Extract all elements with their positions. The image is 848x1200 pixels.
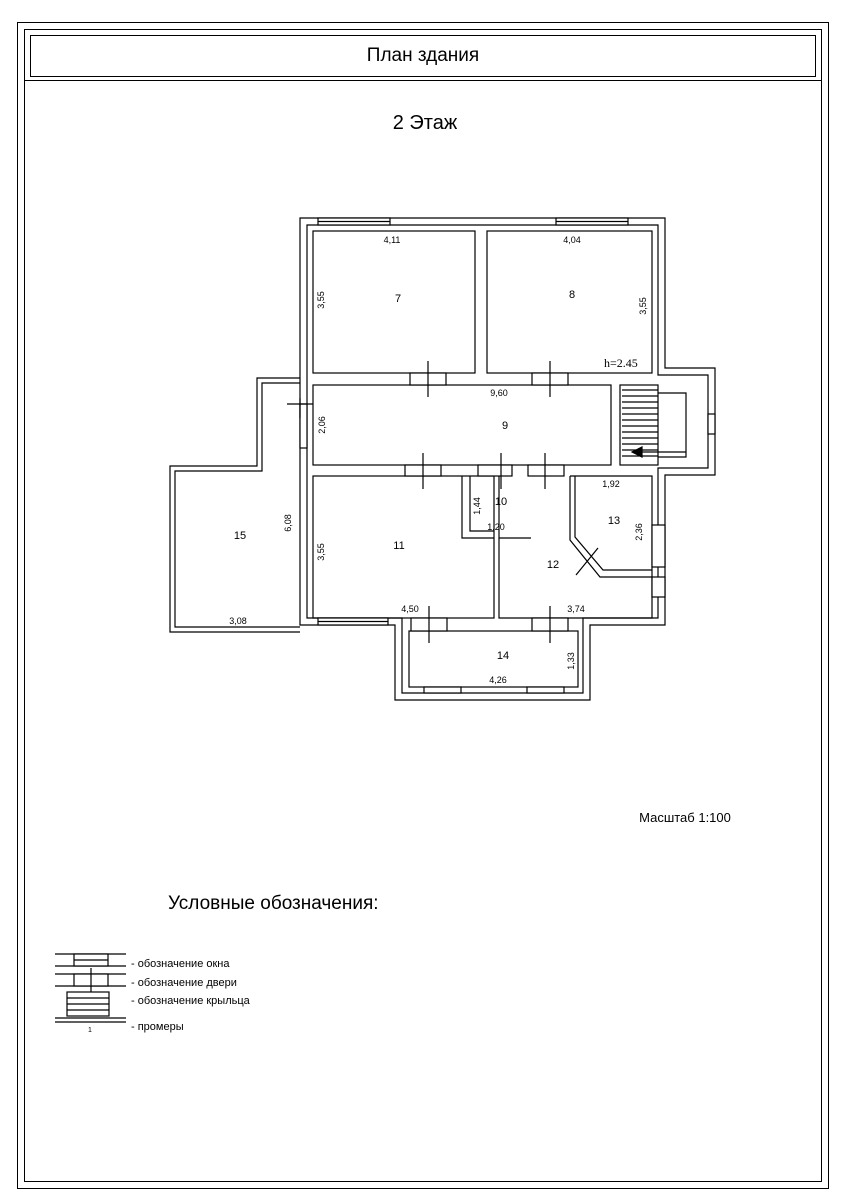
balcony-15-walls [170, 378, 300, 632]
room-label-12: 12 [546, 559, 560, 571]
dim-13-w: 1,92 [602, 479, 620, 489]
dim-10-h: 1,44 [472, 497, 482, 515]
window-symbol-13 [652, 525, 665, 567]
dim-14-h: 1,33 [566, 652, 576, 670]
window-symbol-14a [424, 687, 461, 693]
dim-12-w: 3,74 [567, 604, 585, 614]
door-symbol-10 [478, 465, 512, 476]
window-symbol-12 [652, 577, 665, 597]
ceiling-height: h=2.45 [604, 356, 638, 370]
porch-symbol [67, 992, 109, 1016]
legend-porch-text: - обозначение крыльца [131, 995, 250, 1007]
room-label-9: 9 [501, 420, 509, 432]
window-symbol-9 [300, 404, 307, 448]
legend-title: Условные обозначения: [168, 893, 379, 914]
room-label-11: 11 [393, 540, 405, 552]
window-symbol [55, 954, 126, 966]
window-symbol-stair [708, 414, 715, 434]
dim-11-h: 3,55 [316, 543, 326, 561]
room-label-14: 14 [496, 650, 510, 662]
legend-window-text: - обозначение окна [131, 958, 230, 970]
floor-title: 2 Этаж [392, 112, 458, 134]
room-label-7: 7 [394, 293, 402, 305]
legend-measure-text: - промеры [131, 1021, 184, 1033]
dim-10-w: 1,20 [487, 522, 505, 532]
measurement-sample: 1 [88, 1027, 92, 1034]
room-label-8: 8 [568, 289, 576, 301]
dim-7-w: 4,11 [383, 235, 401, 245]
window-symbol-14b [527, 687, 564, 693]
legend-symbols [55, 954, 126, 1022]
legend-door-text: - обозначение двери [131, 977, 237, 989]
door-symbol [55, 968, 126, 992]
dim-15-h: 6,08 [283, 514, 293, 532]
dim-13-h: 2,36 [634, 523, 644, 541]
dim-9-w: 9,60 [490, 388, 508, 398]
staircase [620, 385, 686, 465]
door-symbol-12 [528, 465, 564, 476]
dim-9-h: 2,06 [317, 416, 327, 434]
room-9-outline [313, 385, 611, 465]
dim-8-w: 4,04 [563, 235, 581, 245]
dim-11-w: 4,50 [401, 604, 419, 614]
dim-7-h: 3,55 [316, 291, 326, 309]
dim-14-w: 4,26 [489, 675, 507, 685]
measurement-symbol [55, 1018, 126, 1022]
room-8-outline [487, 231, 652, 373]
scale-label: Масштаб 1:100 [639, 810, 731, 825]
outer-walls [300, 218, 715, 700]
doors [287, 361, 598, 643]
dim-8-h: 3,55 [638, 297, 648, 315]
room-label-10: 10 [494, 496, 508, 508]
room-label-15: 15 [233, 530, 247, 542]
page-title: План здания [30, 35, 816, 77]
room-label-13: 13 [607, 515, 621, 527]
dim-15-w: 3,08 [229, 616, 247, 626]
